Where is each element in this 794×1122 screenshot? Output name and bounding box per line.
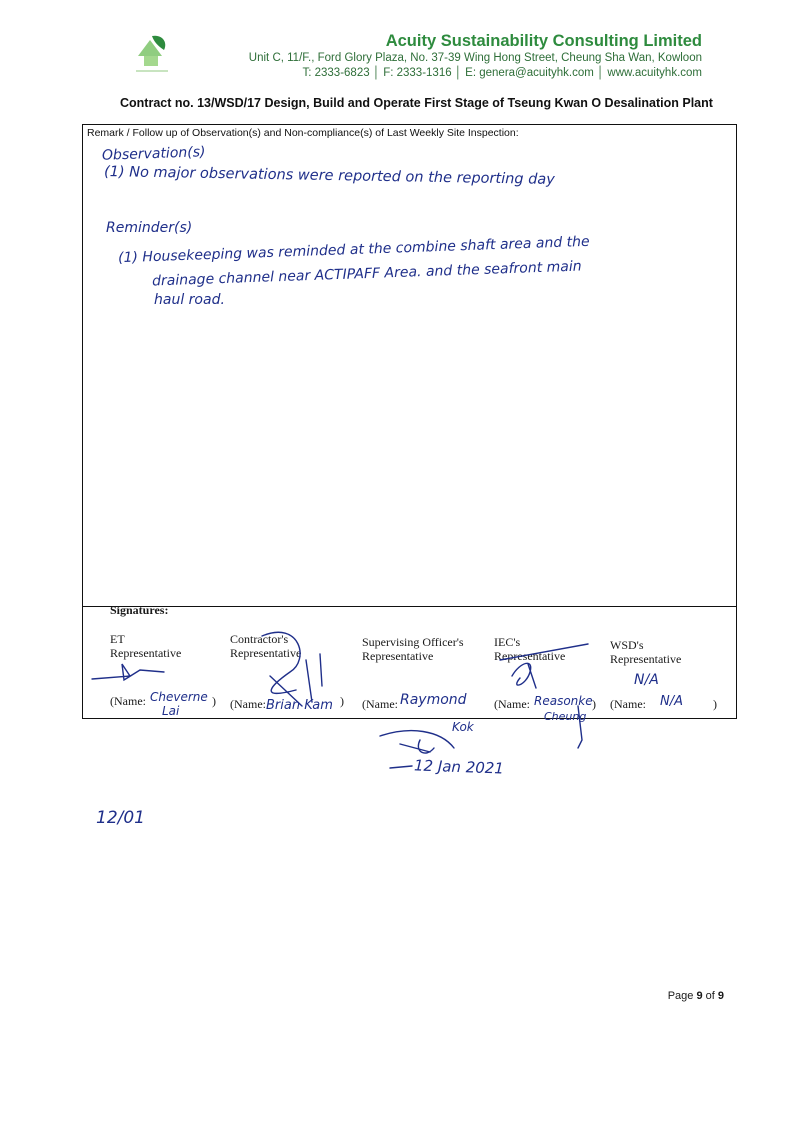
- page-footer: Page 9 of 9: [667, 990, 724, 1002]
- margin-note: 12/01: [96, 808, 145, 828]
- et-label: ET Representative: [110, 632, 182, 660]
- company-contact: T: 2333-6823 │ F: 2333-1316 │ E: genera@acuityhk.com │ www.acuityhk.com: [302, 67, 702, 79]
- iec-name-prefix: (Name:: [494, 697, 530, 711]
- wsd-name: N/A: [660, 694, 683, 709]
- handwritten-date: 12 Jan 2021: [413, 756, 505, 778]
- company-name: Acuity Sustainability Consulting Limited: [385, 32, 702, 50]
- page-number: 9: [696, 990, 703, 1002]
- so-name: Raymond: [400, 692, 467, 708]
- contract-title: Contract no. 13/WSD/17 Design, Build and Operate First Stage of Tseung Kwan O Desalination Plant: [120, 96, 713, 110]
- iec-name: Reasonke: [534, 694, 593, 708]
- reminder-heading: Reminder(s): [106, 220, 193, 236]
- wsd-signature-mark: N/A: [634, 672, 659, 688]
- company-address: Unit C, 11/F., Ford Glory Plaza, No. 37-39 Wing Hong Street, Cheung Sha Wan, Kowloon: [248, 52, 702, 64]
- so-name-2: Kok: [452, 720, 474, 734]
- contractor-name-prefix: (Name:: [230, 697, 266, 711]
- so-name-prefix: (Name:: [362, 697, 398, 711]
- contractor-name-close: ): [340, 694, 344, 708]
- contractor-name: Brian Kam: [266, 698, 333, 713]
- remark-header: Remark / Follow up of Observation(s) and Non-compliance(s) of Last Weekly Site Inspection:: [87, 127, 519, 139]
- reminder-line-3: haul road.: [154, 292, 225, 308]
- observation-line-1: (1) No major observations were reported on the reporting day: [103, 164, 555, 188]
- et-name-close: ): [212, 694, 216, 708]
- et-name-2: Lai: [162, 704, 180, 718]
- observation-heading: Observation(s): [101, 144, 206, 164]
- wsd-name-prefix: (Name:: [610, 697, 646, 711]
- wsd-name-close: ): [713, 697, 717, 711]
- contractor-signature: [262, 632, 322, 706]
- reminder-line-1: (1) Housekeeping was reminded at the combine shaft area and the: [117, 233, 590, 267]
- page-total: 9: [717, 990, 724, 1002]
- signatures-title: Signatures:: [110, 603, 169, 617]
- wsd-label: WSD's Representative: [610, 638, 682, 666]
- iec-name-close: ): [592, 697, 596, 711]
- reminder-line-2: drainage channel near ACTIPAFF Area. and the seafront main: [151, 258, 582, 290]
- iec-signature: [500, 644, 588, 688]
- contractor-label: Contractor's Representative: [230, 632, 302, 660]
- iec-label: IEC's Representative: [494, 635, 566, 663]
- so-label: Supervising Officer's Representative: [362, 635, 464, 663]
- iec-name-2: Cheung: [544, 710, 587, 723]
- so-stamp-signature: [380, 731, 454, 768]
- et-name: Cheverne: [150, 690, 208, 704]
- et-signature: [92, 664, 164, 680]
- et-name-prefix: (Name:: [110, 694, 146, 708]
- iec-bracket-stroke: [578, 706, 582, 748]
